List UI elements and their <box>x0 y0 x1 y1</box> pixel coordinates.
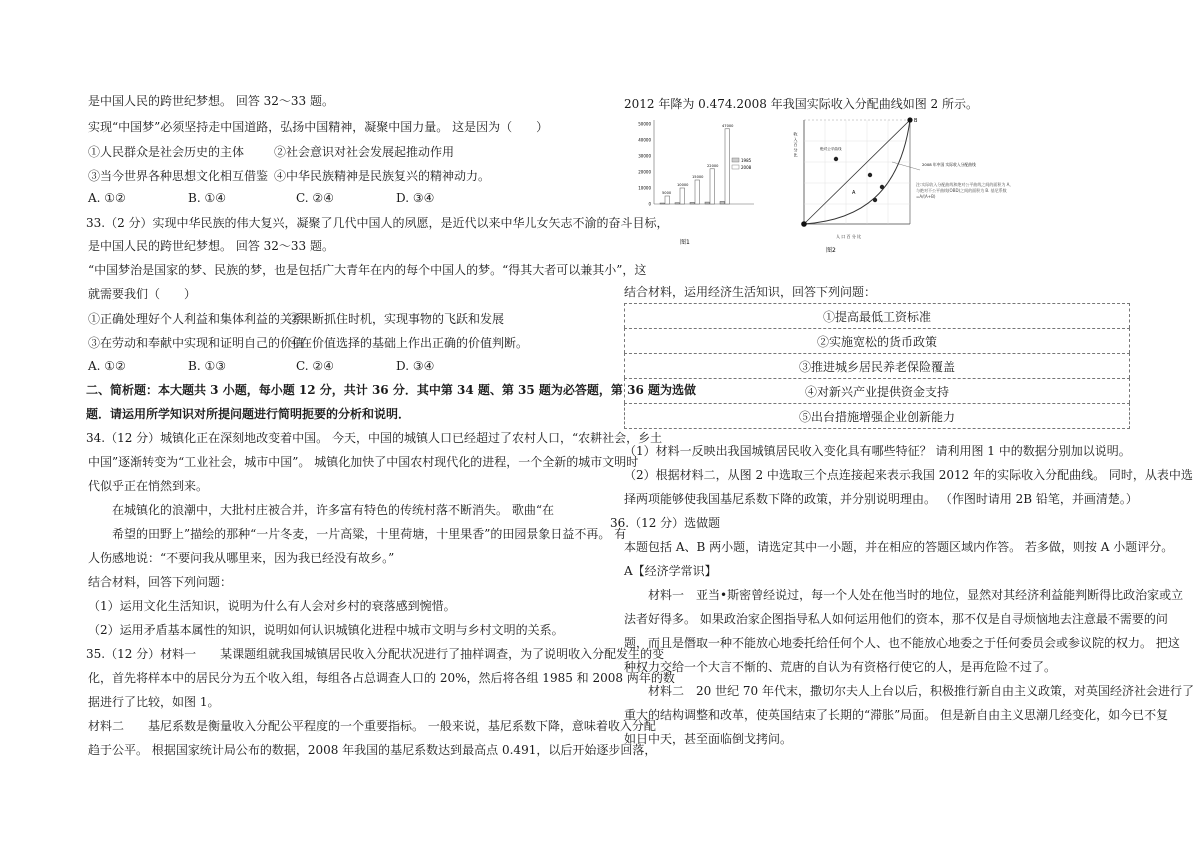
figure-2-income-curve <box>792 112 1092 257</box>
fig1-data-label: 22000 <box>707 163 719 168</box>
q33-stem-line4: 就需要我们（ ） <box>88 287 197 301</box>
fig1-bar-2008 <box>725 129 730 204</box>
q32-choice-c: C. ②④ <box>296 191 334 205</box>
fig1-data-label: 10000 <box>677 183 689 187</box>
q35-sub-2: （2）根据材料二，从图 2 中选取三个点连接起来表示我国 2012 年的实际收入分配曲线。 同时，从表中选 <box>624 468 1193 482</box>
q33-option-1: ①正确处理好个人利益和集体利益的关系 <box>88 312 305 326</box>
fig1-legend-1985: 1985 <box>741 158 752 163</box>
figure-1-bar-chart <box>624 112 774 252</box>
fig2-note-box <box>916 182 1016 232</box>
fig1-bar-2008 <box>665 196 670 204</box>
fig2-point <box>834 157 838 161</box>
policy-row <box>624 353 1130 378</box>
q33-choice-c: C. ②④ <box>296 359 334 373</box>
q32-option-2: ②社会意识对社会发展起推动作用 <box>274 145 455 159</box>
figures-area <box>624 112 1134 262</box>
q35-continued-text: 2012 年降为 0.474.2008 年我国实际收入分配曲线如图 2 所示。 <box>624 97 978 111</box>
q36-heading: 36.（12 分）选做题 <box>610 516 721 530</box>
q35-stem-line2: 化，首先将样本中的居民分为五个收入组，每组各占总调查人口的 20%，然后将各组 1985 和 2008 两年的数 <box>88 671 675 685</box>
fig1-ytick-label: 20000 <box>638 169 651 175</box>
fig1-ytick-label: 10000 <box>638 185 651 191</box>
fig2-xlabel: 人 口 百 分 比 <box>836 234 862 239</box>
fig1-bar-2008 <box>680 188 685 204</box>
fig1-yticks <box>638 122 651 207</box>
fig2-equality-label: 绝对公平曲线 <box>820 147 842 151</box>
policy-label: ③推进城乡居民养老保险覆盖 <box>798 359 955 374</box>
q32-choice-a: A. ①② <box>88 191 126 205</box>
fig1-bar-2008 <box>710 169 715 204</box>
policy-row <box>624 328 1130 353</box>
q34-material-line3: 人伤感地说：“不要问我从哪里来，因为我已经没有故乡。” <box>88 551 395 565</box>
q34-sub-1: （1）运用文化生活知识，说明为什么有人会对乡村的衰落感到惋惜。 <box>88 599 456 613</box>
fig2-ylabel: 收 入 百 分 比 <box>793 132 799 158</box>
q35-sub-2-line2: 择两项能够使我国基尼系数下降的政策，并分别说明理由。 （作图时请用 2B 铅笔，并画清楚。） <box>624 492 1138 506</box>
fig1-bar-2008 <box>695 180 700 204</box>
policy-label: ⑤出台措施增强企业创新能力 <box>798 409 955 424</box>
q33-option-3: ③在劳动和奉献中实现和证明自己的价值 <box>88 336 305 350</box>
fig2-point <box>868 173 872 177</box>
q33-stem-line3: “中国梦治是国家的梦、民族的梦，也是包括广大青年在内的每个中国人的梦。“得其大者可以兼其小”，这 <box>88 263 647 277</box>
q36-material2-line1: 材料二 20 世纪 70 年代末，撒切尔夫人上台以后，积极推行新自由主义政策，对英国经济社会进行了 <box>648 684 1194 698</box>
q32-option-4: ④中华民族精神是民族复兴的精神动力。 <box>274 169 491 183</box>
q34-stem-line2: 中国”逐渐转变为“工业社会，城市中国”。 城镇化加快了中国农村现代化的进程，一个全新的城市文明时 <box>88 455 639 469</box>
policy-row <box>624 378 1130 403</box>
fig1-legend <box>732 158 752 170</box>
fig1-bar-1985 <box>705 202 710 204</box>
policy-label: ②实施宽松的货币政策 <box>816 334 937 349</box>
q33-choice-d: D. ③④ <box>396 359 435 373</box>
q36-part-a-title: A【经济学常识】 <box>624 564 717 578</box>
fig1-ytick-label: 40000 <box>638 137 651 143</box>
policy-row <box>624 303 1130 328</box>
fig1-bars <box>660 124 734 204</box>
fig2-point-b <box>907 117 912 122</box>
fig1-ytick-label: 30000 <box>638 153 651 159</box>
q32-option-1: ①人民群众是社会历史的主体 <box>88 145 245 159</box>
policy-label: ①提高最低工资标准 <box>822 309 931 324</box>
fig2-legend-line: 2008 年中国 实际收入分配曲线 <box>922 162 976 167</box>
fig2-area-label: A <box>852 190 856 196</box>
q33-choice-b: B. ①③ <box>188 359 226 373</box>
q32-choice-b: B. ①④ <box>188 191 226 205</box>
q33-option-4: ④在价值选择的基础上作出正确的价值判断。 <box>288 336 529 350</box>
fig2-corner-label: B <box>914 118 918 124</box>
policy-table <box>624 303 1130 429</box>
q35-stem-line3: 据进行了比较，如图 1。 <box>88 695 220 709</box>
policy-label: ④对新兴产业提供资金支持 <box>804 384 949 399</box>
fig1-data-label: 47000 <box>722 123 734 128</box>
q33-option-2: ②果断抓住时机，实现事物的飞跃和发展 <box>288 312 505 326</box>
section-2-heading: 二、简析题：本大题共 3 小题，每小题 12 分，共计 36 分．其中第 34 题、第 35 题为必答题，第 36 题为选做 <box>86 383 696 397</box>
q36-material1-line4: 种权力交给一个大言不惭的、荒唐的自认为有资格行使它的人，是再危险不过了。 <box>624 660 1057 674</box>
fig1-bar-1985 <box>675 203 680 204</box>
q34-material-line1: 在城镇化的浪潮中，大批村庄被合并，许多富有特色的传统村落不断消失。 歌曲“在 <box>112 503 554 517</box>
fig2-point <box>873 198 877 202</box>
q36-material1-line1: 材料一 亚当•斯密曾经说过，每一个人处在他当时的地位，显然对其经济利益能判断得比政治家或立 <box>648 588 1184 602</box>
q35-prompt: 结合材料，运用经济生活知识，回答下列问题： <box>624 285 877 299</box>
q36-instruction: 本题包括 A、B 两小题，请选定其中一小题，并在相应的答题区域内作答。 若多做，则按 A 小题评分。 <box>624 540 1174 554</box>
q33-stem-line2: 是中国人民的跨世纪梦想。 回答 32～33 题。 <box>88 239 334 253</box>
q34-sub-2: （2）运用矛盾基本属性的知识，说明如何认识城镇化进程中城市文明与乡村文明的关系。 <box>88 623 564 637</box>
section-2-heading-line2: 题．请运用所学知识对所提问题进行简明扼要的分析和说明． <box>86 407 411 421</box>
fig2-point <box>880 185 884 189</box>
fig1-bar-1985 <box>690 202 695 204</box>
q33-choice-a: A. ①② <box>88 359 126 373</box>
fig1-data-label: 5000 <box>662 191 672 195</box>
fig1-bar-1985 <box>720 201 725 204</box>
q34-material-line2: 希望的田野上”描绘的那种“一片冬麦，一片高粱，十里荷塘，十里果香”的田园景象日益不再。 有 <box>112 527 627 541</box>
fig2-note: 注:实际收入分配曲线和绝对公平曲线之间的面积为 A，与绝对不公平曲线(OBD)之间的面积为 B. 基尼系数=A/(A+B) <box>916 182 1014 199</box>
q36-material1-line3: 题，而且是僭取一种不能放心地委托给任何个人、也不能放心地委之于任何委员会或参议院的权力。 把这 <box>624 636 1180 650</box>
fig1-bar-1985 <box>660 203 665 204</box>
q35-material2-line1: 材料二 基尼系数是衡量收入分配公平程度的一个重要指标。 一般来说，基尼系数下降，意味着收入分配 <box>88 719 656 733</box>
q35-material2-line2: 趋于公平。 根据国家统计局公布的数据，2008 年我国的基尼系数达到最高点 0.491，以后开始逐步回落， <box>88 743 657 757</box>
q34-stem-line3: 代似乎正在悄然到来。 <box>88 479 209 493</box>
policy-row <box>624 403 1130 429</box>
fig1-ytick-label: 50000 <box>638 121 651 127</box>
q36-material1-line2: 法者好得多。 如果政治家企图指导私人如何运用他们的资本，那不仅是自寻烦恼地去注意最不需要的问 <box>624 612 1168 626</box>
q32-stem: 实现“中国梦”必须坚持走中国道路，弘扬中国精神，凝聚中国力量。 这是因为（ ） <box>88 120 549 134</box>
fig1-ytick-label: 0 <box>648 201 651 207</box>
q32-choice-d: D. ③④ <box>396 191 435 205</box>
q36-material2-line2: 重大的结构调整和改革，使英国结束了长期的“滞胀”局面。 但是新自由主义思潮几经变化，如今已不复 <box>624 708 1169 722</box>
fig2-caption: 图2 <box>826 247 836 254</box>
fig1-legend-2008: 2008 <box>741 165 752 170</box>
q35-sub-1: （1）材料一反映出我国城镇居民收入变化具有哪些特征？ 请利用图 1 中的数据分别加以说明。 <box>624 444 1131 458</box>
q36-material2-line3: 如日中天，甚至面临倒戈拷问。 <box>624 732 793 746</box>
q35-stem: 35.（12 分）材料一 某课题组就我国城镇居民收入分配状况进行了抽样调查，为了说明收入分配发生的变 <box>86 647 665 661</box>
q32-intro-text: 是中国人民的跨世纪梦想。 回答 32～33 题。 <box>88 94 334 108</box>
q32-option-3: ③当今世界各种思想文化相互借鉴 <box>88 169 269 183</box>
q33-stem: 33.（2 分）实现中华民族的伟大复兴，凝聚了几代中国人的夙愿，是近代以来中华儿女矢志不渝的奋斗目标， <box>86 216 669 230</box>
fig2-point-o <box>801 221 807 227</box>
fig1-data-label: 15000 <box>692 175 704 179</box>
fig1-caption: 图1 <box>680 239 690 246</box>
q34-stem: 34.（12 分）城镇化正在深刻地改变着中国。 今天，中国的城镇人口已经超过了农村人口，“农耕社会，乡土 <box>86 431 663 445</box>
q34-prompt: 结合材料，回答下列问题： <box>88 575 233 589</box>
